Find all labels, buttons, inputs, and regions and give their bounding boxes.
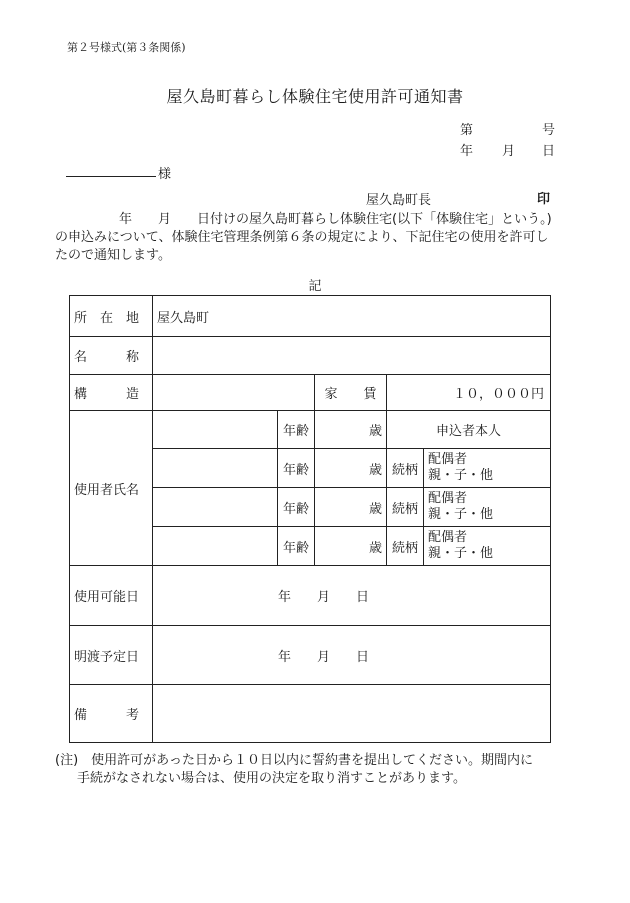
relation-label: 続柄 <box>387 449 424 488</box>
structure-value <box>153 375 315 411</box>
footnote-line2: 手続がなされない場合は、使用の決定を取り消すことがあります。 <box>77 771 466 786</box>
handover-date-value: 年 月 日 <box>153 626 551 685</box>
doc-number-prefix: 第 <box>460 123 474 138</box>
location-value: 屋久島町 <box>153 296 551 337</box>
issuer-name: 屋久島町長 <box>366 193 432 208</box>
remarks-value <box>153 685 551 743</box>
relation-options <box>424 449 551 488</box>
relation-option-spouse: 配偶者 <box>428 452 468 467</box>
relation-option-spouse: 配偶者 <box>428 530 468 545</box>
age-unit: 歳 <box>315 488 387 527</box>
notice-body-line1: 年 月 日付けの屋久島町暮らし体験住宅(以下「体験住宅」という。) <box>119 212 552 227</box>
relation-option-other: 親・子・他 <box>428 507 494 522</box>
start-date-label: 使用可能日 <box>70 566 153 626</box>
user-name-cell <box>153 527 278 566</box>
age-label: 年齢 <box>278 488 315 527</box>
ki-heading: 記 <box>308 279 322 294</box>
user-name-cell <box>153 488 278 527</box>
table-row <box>70 375 551 411</box>
rent-value: １０，０００円 <box>387 375 551 411</box>
age-unit: 歳 <box>315 449 387 488</box>
table-row <box>70 566 551 626</box>
relation-options <box>424 527 551 566</box>
relation-option-spouse: 配偶者 <box>428 491 468 506</box>
age-label: 年齢 <box>278 527 315 566</box>
relation-option-other: 親・子・他 <box>428 468 494 483</box>
name-value <box>153 337 551 375</box>
document-title: 屋久島町暮らし体験住宅使用許可通知書 <box>166 87 464 106</box>
addressee-suffix: 様 <box>158 167 172 182</box>
table-row <box>70 411 551 449</box>
remarks-label: 備 考 <box>70 685 153 743</box>
seal-mark: 印 <box>537 192 551 207</box>
relation-options <box>424 488 551 527</box>
rent-label: 家 賃 <box>315 375 387 411</box>
age-unit: 歳 <box>315 527 387 566</box>
table-row <box>70 685 551 743</box>
start-date-value: 年 月 日 <box>153 566 551 626</box>
location-label: 所 在 地 <box>70 296 153 337</box>
footnote <box>55 752 565 788</box>
form-number: 第２号様式(第３条関係) <box>67 41 186 54</box>
applicant-self: 申込者本人 <box>387 411 551 449</box>
footnote-line1: (注) 使用許可があった日から１０日以内に誓約書を提出してください。期間内に <box>55 753 534 768</box>
issue-date-year: 年 <box>460 144 474 159</box>
age-label: 年齢 <box>278 449 315 488</box>
permit-table <box>69 295 551 743</box>
structure-label: 構 造 <box>70 375 153 411</box>
notice-body-line2: の申込みについて、体験住宅管理条例第６条の規定により、下記住宅の使用を許可し <box>55 230 549 245</box>
table-row <box>70 626 551 685</box>
issue-date-day: 日 <box>542 144 556 159</box>
doc-number-suffix: 号 <box>542 123 556 138</box>
users-label: 使用者氏名 <box>70 411 153 566</box>
user-name-cell <box>153 449 278 488</box>
relation-label: 続柄 <box>387 488 424 527</box>
name-label: 名 称 <box>70 337 153 375</box>
relation-option-other: 親・子・他 <box>428 546 494 561</box>
notice-body <box>55 211 555 265</box>
age-label: 年齢 <box>278 411 315 449</box>
user-name-cell <box>153 411 278 449</box>
handover-date-label: 明渡予定日 <box>70 626 153 685</box>
table-row <box>70 337 551 375</box>
notice-body-line3: たので通知します。 <box>55 248 171 263</box>
addressee-line <box>66 176 156 177</box>
relation-label: 続柄 <box>387 527 424 566</box>
table-row <box>70 296 551 337</box>
age-unit: 歳 <box>315 411 387 449</box>
issue-date-month: 月 <box>502 144 516 159</box>
